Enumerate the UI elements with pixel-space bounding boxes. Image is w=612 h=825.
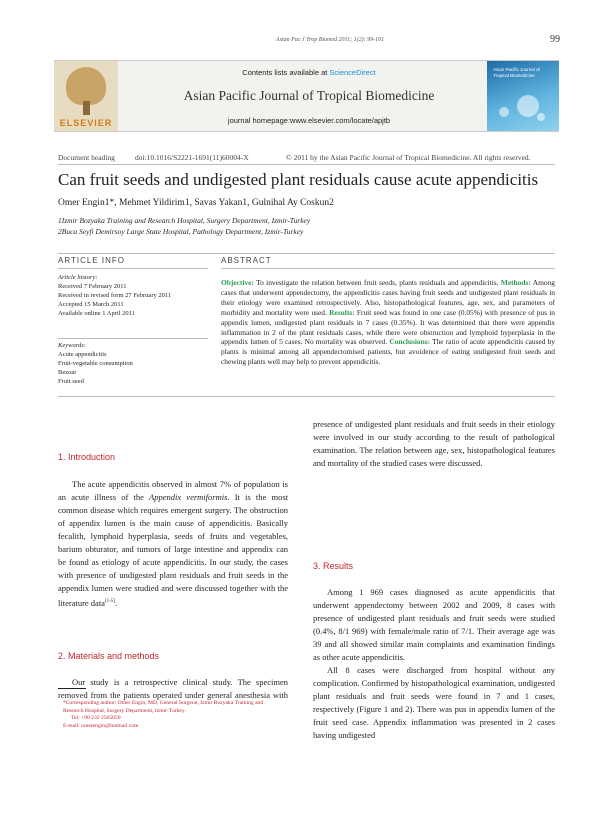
divider — [58, 338, 208, 339]
divider — [58, 253, 555, 254]
journal-cover-image — [487, 61, 559, 131]
article-title: Can fruit seeds and undigested plant residuals cause acute appendicitis — [58, 170, 539, 189]
keyword: Fruit-vegetable consumption — [58, 360, 133, 367]
keyword: Fruit seed — [58, 378, 84, 385]
keywords-label: Keywords: — [58, 342, 86, 349]
objective-text: To investigate the relation between fruit seeds, plants residuals and appendicitis. — [253, 278, 499, 287]
sciencedirect-link[interactable]: ScienceDirect — [329, 68, 376, 77]
methods-label: Methods: — [500, 278, 531, 287]
abstract-body — [221, 278, 555, 367]
journal-title: Asian Pacific Journal of Tropical Biomedicine — [183, 88, 435, 103]
journal-homepage[interactable]: journal homepage:www.elsevier.com/locate/apjtb — [227, 116, 391, 125]
citation[interactable]: [1-5] — [104, 599, 115, 604]
affiliation-1: 1Izmir Bozyaka Training and Research Hospital, Surgery Department, Izmir-Turkey — [58, 216, 311, 225]
history-received: Received 7 February 2011 — [58, 283, 127, 290]
methods-text: Among cases that underwent appendectomy, the appendicitis cases having fruit seeds and undigested plant residuals in their etiology were examined retrospectively. Also, histopathological features, age, sex, and parameters of morbidity and mortality were used. — [221, 278, 555, 317]
objective-label: Objective: — [221, 278, 254, 287]
running-head: Asian Pac J Trop Biomed 2011; 1(2): 99-101 — [275, 37, 385, 43]
divider — [58, 396, 555, 397]
page-number: 99 — [550, 34, 560, 45]
article-info-heading: ARTICLE INFO — [58, 256, 125, 265]
methods-body-col2: presence of undigested plant residuals and fruit seeds in their etiology were involved in our study according to the result of pathological examination. The relation between age, sex, histopathological features and mortality of the studied cases were discussed. — [313, 419, 555, 468]
footnote-rule — [58, 688, 86, 689]
divider — [221, 268, 555, 269]
elsevier-logo — [54, 61, 118, 131]
footnote: *Corresponding author: Omer Engin, MD, General Surgeon, Izmir Bozyaka Training and Research Hospital, Surgery Department, Izmir-Turkey. Tel: +90 232 2505050 E-mail: omerengin@hotmail.com — [63, 700, 264, 729]
publisher-name: ELSEVIER — [59, 118, 113, 128]
keyword: Bezoar — [58, 369, 77, 376]
divider — [58, 164, 555, 165]
journal-header — [54, 60, 559, 132]
results-text: Fruit seed was found in one case (0.05%) with presence of pus in appendix lumen, undigested plant residuals in 7 cases (0.35%). It was determined that there were appendix inflammation in 2 of the plant residuals cases, while there were obstruction and lymphoid hyperplasia in the appendix lumen of 5 cases. No mortality was observed. — [221, 307, 555, 347]
doc-heading-label: Document heading — [58, 153, 115, 162]
methods-heading: 2. Materials and methods — [58, 651, 160, 661]
copyright: © 2011 by the Asian Pacific Journal of Tropical Biomedicine. All rights reserved. — [286, 153, 531, 162]
cover-title: Asian Pacific Journal of Tropical Biomedicine — [493, 67, 540, 78]
history-accepted: Accepted 15 March 2011 — [58, 301, 124, 308]
results-body: Among 1 969 cases diagnosed as acute appendicitis that underwent appendectomy between 2002 and 2009, 8 cases with presence of undigested plant residuals and fruit seeds were studied (0.4%, 8/1 969) with female/male ratio of 7/1. Their average age was 39 and all showed similar main complaints and examination findings as other acute appendicitis. All 8 cases were discharged from hospital without any complication. Confirmed by histopathological examination, undigested plant residuals and fruit seeds were found in 7 and 1 cases, respectively (Figure 1 and 2). There was pus in appendix lumen of the fruit seed case. Appendix inflammation was presented in 2 cases having undigested — [313, 587, 555, 740]
results-heading: 3. Results — [313, 561, 354, 571]
conclusions-text: The ratio of acute appendicitis caused by plants is minimal among all appendectomised patients, but avoidence of eating undigested fruit seeds and chewing plants well may help to prevent appendicitis. — [221, 337, 555, 367]
keyword: Acute appendicitis — [58, 351, 107, 358]
authors: Omer Engin1*, Mehmet Yildirim1, Savas Yakan1, Gulnihal Ay Coskun2 — [58, 198, 334, 208]
divider — [58, 268, 208, 269]
affiliation-2: 2Buca Seyfi Demirsoy Large State Hospital, Pathology Department, Izmir-Turkey — [58, 227, 304, 236]
history-online: Available online 1 April 2011 — [58, 310, 135, 317]
intro-body: The acute appendicitis observed in almost 7% of population is an acute illness of the Appendix vermiformis. It is the most common disease which requires emergent surgery. The obstruction of appendix lumen is the main cause of appendicitis. Basically fecalith, lymphoid hyperplasia, seeds of fruits and vegetables, barium obturator, and tumors of large intestine and appendix can be found as etiology of acute appendicitis. In our study, the cases with presence of undigested plant residuals and fruit seeds in the appendix lumen were studied and were discussed together with the literature data[1-5]. — [58, 479, 288, 608]
conclusions-label: Conclusions: — [389, 337, 431, 347]
methods-body-col1: Our study is a retrospective clinical study. The specimen removed from the patients operated under general anesthesia with — [58, 677, 288, 700]
results-label: Results: — [329, 307, 355, 317]
abstract-heading: ABSTRACT — [221, 256, 272, 265]
history-label: Article history: — [58, 274, 98, 281]
elsevier-tree-icon — [66, 67, 106, 105]
intro-heading: 1. Introduction — [58, 452, 116, 462]
history-revised: Received in revised form 27 February 2011 — [58, 292, 172, 299]
doi[interactable]: doi:10.1016/S2221-1691(11)60004-X — [135, 153, 249, 162]
contents-line: Contents lists available at ScienceDirect — [242, 68, 376, 77]
